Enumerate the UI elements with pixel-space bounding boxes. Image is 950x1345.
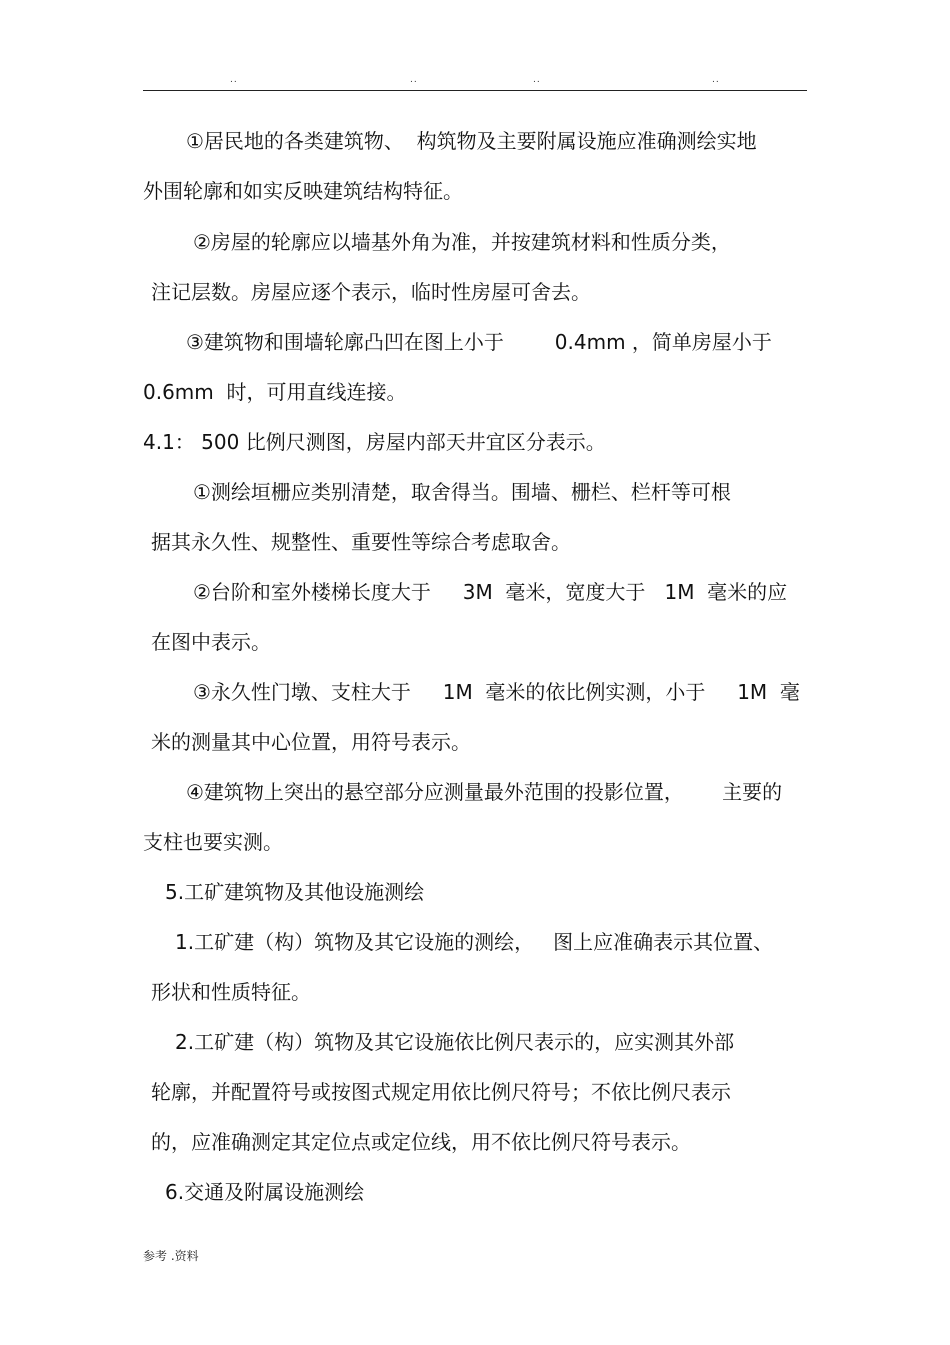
paragraph-line: 2.工矿建（构）筑物及其它设施依比例尺表示的，应实测其外部 [175,1030,735,1054]
page-footer: 参考 .资料 [143,1249,199,1263]
paragraph-line: ③永久性门墩、支柱大于 1M 毫米的依比例实测，小于 1M 毫 [193,680,800,704]
page-header [0,74,950,88]
paragraph-line: 据其永久性、规整性、重要性等综合考虑取舍。 [151,530,571,554]
paragraph-line: 0.6mm 时，可用直线连接。 [143,380,407,404]
header-dot-4: .. [712,75,720,85]
section-heading: 5.工矿建筑物及其他设施测绘 [165,880,425,904]
paragraph-line: ③建筑物和围墙轮廓凸凹在图上小于 0.4mm ，简单房屋小于 [186,330,772,354]
paragraph-line: 的，应准确测定其定位点或定位线，用不依比例尺符号表示。 [151,1130,691,1154]
paragraph-line: ①居民地的各类建筑物、 构筑物及主要附属设施应准确测绘实地 [186,129,757,153]
paragraph-line: 注记层数。房屋应逐个表示，临时性房屋可舍去。 [151,280,591,304]
header-dot-2: .. [410,75,418,85]
paragraph-line: 1.工矿建（构）筑物及其它设施的测绘， 图上应准确表示其位置、 [175,930,774,954]
paragraph-line: 在图中表示。 [151,630,271,654]
paragraph-line: 外围轮廓和如实反映建筑结构特征。 [143,179,463,203]
paragraph-line: 轮廓，并配置符号或按图式规定用依比例尺符号；不依比例尺表示 [151,1080,731,1104]
header-dot-1: .. [230,75,238,85]
paragraph-line: ②台阶和室外楼梯长度大于 3M 毫米，宽度大于 1M 毫米的应 [193,580,788,604]
paragraph-line: ④建筑物上突出的悬空部分应测量最外范围的投影位置， 主要的 [186,780,783,804]
paragraph-line: ②房屋的轮廓应以墙基外角为准，并按建筑材料和性质分类， [193,230,731,254]
paragraph-line: 形状和性质特征。 [151,980,311,1004]
paragraph-line: ①测绘垣栅应类别清楚，取舍得当。围墙、栅栏、栏杆等可根 [193,480,731,504]
section-heading: 6.交通及附属设施测绘 [165,1180,365,1204]
paragraph-line: 支柱也要实测。 [143,830,283,854]
header-rule [143,90,807,91]
paragraph-line: 米的测量其中心位置，用符号表示。 [151,730,471,754]
paragraph-line: 4.1： 500 比例尺测图，房屋内部天井宜区分表示。 [143,430,606,454]
header-dot-3: .. [533,75,541,85]
